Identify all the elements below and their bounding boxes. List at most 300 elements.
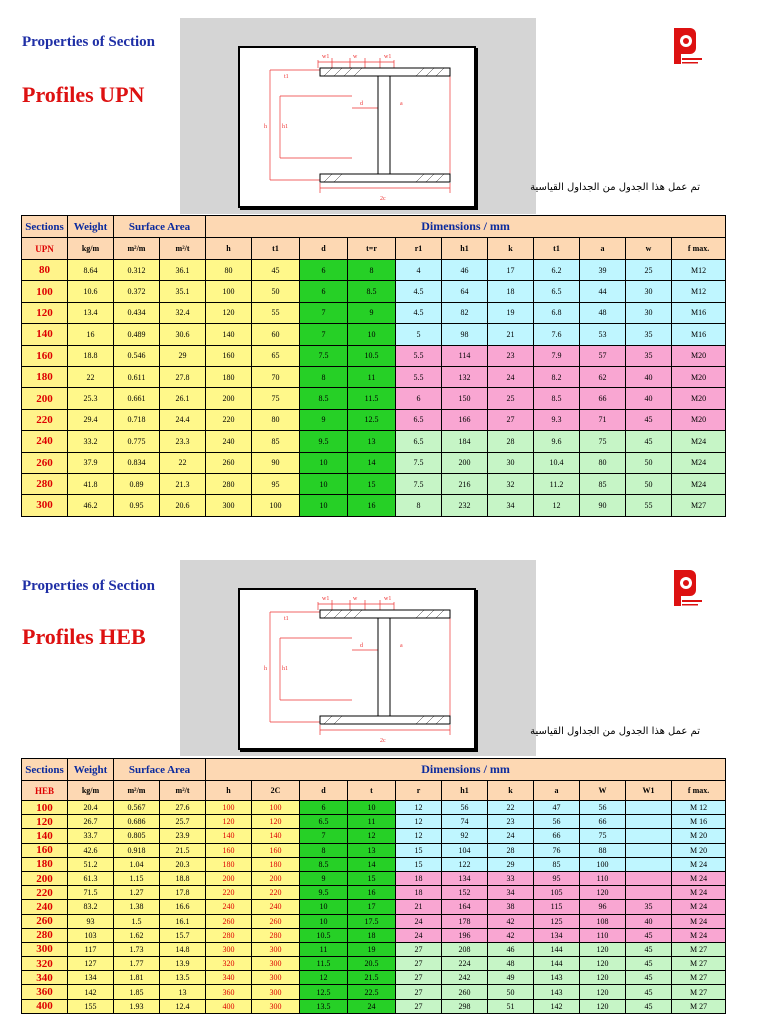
- upn-diagram-panel: [180, 18, 536, 214]
- table-cell: 18: [348, 928, 396, 942]
- table-cell: 0.567: [114, 801, 160, 815]
- table-cell: 45: [626, 942, 672, 956]
- table-cell: 45: [626, 999, 672, 1013]
- table-cell: 10.5: [348, 345, 396, 366]
- table-cell: 44: [580, 281, 626, 302]
- table-cell: 8.64: [68, 260, 114, 281]
- table-cell: 11.2: [534, 473, 580, 494]
- table-row: [22, 957, 726, 971]
- table-cell: 224: [442, 957, 488, 971]
- subheader-cell: w: [626, 238, 672, 260]
- table-cell: 6: [300, 281, 348, 302]
- table-cell: 13.9: [160, 957, 206, 971]
- table-cell: 45: [626, 409, 672, 430]
- table-cell: 7: [300, 829, 348, 843]
- table-cell: 45: [626, 985, 672, 999]
- table-cell: 134: [68, 971, 114, 985]
- table-cell: 15: [348, 871, 396, 885]
- table-cell: [626, 843, 672, 857]
- upn-properties-table: [21, 215, 726, 517]
- table-row: [22, 942, 726, 956]
- subheader-cell: h: [206, 781, 252, 801]
- section-size-cell: 200: [22, 388, 68, 409]
- table-cell: 142: [68, 985, 114, 999]
- table-cell: 20.5: [348, 957, 396, 971]
- table-cell: 160: [206, 843, 252, 857]
- table-cell: 22: [488, 801, 534, 815]
- table-cell: 17: [348, 900, 396, 914]
- diagram-label-h1: h1: [282, 666, 288, 672]
- table-row: [22, 345, 726, 366]
- table-cell: 300: [252, 957, 300, 971]
- company-logo: [670, 26, 704, 74]
- section-size-cell: 260: [22, 452, 68, 473]
- section-size-cell: 100: [22, 801, 68, 815]
- table-cell: 5.5: [396, 345, 442, 366]
- table-row: [22, 843, 726, 857]
- table-cell: 35: [626, 900, 672, 914]
- table-cell: 8.5: [348, 281, 396, 302]
- heb-diagram-panel: [180, 560, 536, 756]
- table-cell: 120: [580, 942, 626, 956]
- table-cell: 93: [68, 914, 114, 928]
- table-cell: 160: [206, 345, 252, 366]
- table-cell: 45: [626, 431, 672, 452]
- table-cell: 75: [252, 388, 300, 409]
- table-cell: [626, 857, 672, 871]
- table-cell: 12.5: [348, 409, 396, 430]
- table-cell: 56: [442, 801, 488, 815]
- section-size-cell: 160: [22, 843, 68, 857]
- table-cell: 80: [580, 452, 626, 473]
- section-size-cell: 220: [22, 409, 68, 430]
- section-size-cell: 300: [22, 942, 68, 956]
- table-cell: 40: [626, 388, 672, 409]
- table-cell: 178: [442, 914, 488, 928]
- table-cell: [626, 815, 672, 829]
- table-cell: 100: [206, 801, 252, 815]
- table-cell: 20.4: [68, 801, 114, 815]
- table-cell: 32: [488, 473, 534, 494]
- table-cell: 18.8: [68, 345, 114, 366]
- table-cell: [626, 829, 672, 843]
- subheader-cell: m²/t: [160, 781, 206, 801]
- table-cell: 8: [348, 260, 396, 281]
- table-cell: 10: [348, 801, 396, 815]
- table-cell: 150: [442, 388, 488, 409]
- table-cell: 260: [206, 914, 252, 928]
- table-cell: 76: [534, 843, 580, 857]
- table-cell: 340: [206, 971, 252, 985]
- table-cell: 12: [396, 815, 442, 829]
- table-cell: 120: [580, 999, 626, 1013]
- diagram-label-2c: 2c: [380, 738, 386, 744]
- table-cell: 0.546: [114, 345, 160, 366]
- table-cell: 9: [300, 871, 348, 885]
- table-cell: 12: [300, 971, 348, 985]
- table-cell: 300: [252, 985, 300, 999]
- table-cell: 30: [626, 281, 672, 302]
- section-size-cell: 220: [22, 886, 68, 900]
- table-cell: 39: [580, 260, 626, 281]
- table-cell: 12: [396, 829, 442, 843]
- table-cell: 25: [626, 260, 672, 281]
- table-cell: M 16: [672, 815, 726, 829]
- table-cell: 120: [580, 985, 626, 999]
- table-cell: 55: [626, 495, 672, 516]
- table-cell: 21.5: [160, 843, 206, 857]
- subheader-cell: 2C: [252, 781, 300, 801]
- section-size-cell: 140: [22, 829, 68, 843]
- heb-header-title: Properties of Section: [22, 578, 156, 594]
- table-cell: 21: [396, 900, 442, 914]
- table-cell: 27: [396, 942, 442, 956]
- table-cell: 360: [206, 985, 252, 999]
- table-row: [22, 815, 726, 829]
- table-cell: 22.5: [348, 985, 396, 999]
- table-cell: M 27: [672, 985, 726, 999]
- table-cell: 0.489: [114, 324, 160, 345]
- table-cell: 51.2: [68, 857, 114, 871]
- table-cell: 95: [534, 871, 580, 885]
- table-cell: 108: [580, 914, 626, 928]
- table-cell: 8: [300, 366, 348, 387]
- table-cell: 8.5: [300, 388, 348, 409]
- section-size-cell: 120: [22, 302, 68, 323]
- table-cell: 34: [488, 495, 534, 516]
- table-cell: 33.7: [68, 829, 114, 843]
- table-cell: 0.611: [114, 366, 160, 387]
- table-cell: 1.15: [114, 871, 160, 885]
- table-cell: 4: [396, 260, 442, 281]
- diagram-label-w: w: [353, 54, 358, 60]
- table-cell: 13.5: [160, 971, 206, 985]
- table-cell: 5.5: [396, 366, 442, 387]
- table-cell: 88: [580, 843, 626, 857]
- table-cell: 180: [206, 857, 252, 871]
- table-cell: 120: [252, 815, 300, 829]
- table-row: [22, 409, 726, 430]
- table-cell: 143: [534, 971, 580, 985]
- table-cell: 117: [68, 942, 114, 956]
- table-cell: 9.5: [300, 431, 348, 452]
- table-cell: 280: [252, 928, 300, 942]
- table-cell: 28: [488, 843, 534, 857]
- table-cell: 42: [488, 914, 534, 928]
- table-cell: 24: [396, 928, 442, 942]
- table-cell: 180: [206, 366, 252, 387]
- table-cell: 6: [300, 801, 348, 815]
- subheader-cell: h1: [442, 238, 488, 260]
- subheader-cell: r: [396, 781, 442, 801]
- table-cell: 0.372: [114, 281, 160, 302]
- table-cell: 50: [626, 452, 672, 473]
- table-cell: M 20: [672, 843, 726, 857]
- table-cell: 50: [626, 473, 672, 494]
- table-cell: 82: [442, 302, 488, 323]
- table-row: [22, 260, 726, 281]
- table-cell: 1.04: [114, 857, 160, 871]
- table-cell: 27: [488, 409, 534, 430]
- table-cell: 166: [442, 409, 488, 430]
- table-row: [22, 324, 726, 345]
- header-weight: Weight: [68, 216, 114, 238]
- table-cell: 49: [488, 971, 534, 985]
- table-cell: M 27: [672, 957, 726, 971]
- table-cell: 13: [348, 843, 396, 857]
- table-cell: 142: [534, 999, 580, 1013]
- table-cell: 16: [348, 495, 396, 516]
- table-cell: 4.5: [396, 302, 442, 323]
- table-cell: M24: [672, 431, 726, 452]
- table-cell: 45: [626, 971, 672, 985]
- table-cell: 9: [300, 409, 348, 430]
- table-cell: 300: [206, 495, 252, 516]
- table-cell: 7: [300, 324, 348, 345]
- table-cell: 7.6: [534, 324, 580, 345]
- table-cell: 18: [396, 886, 442, 900]
- table-cell: 164: [442, 900, 488, 914]
- table-cell: 1.38: [114, 900, 160, 914]
- table-cell: 320: [206, 957, 252, 971]
- table-cell: 27: [396, 957, 442, 971]
- table-cell: 61.3: [68, 871, 114, 885]
- table-cell: M16: [672, 324, 726, 345]
- subheader-cell: f max.: [672, 238, 726, 260]
- table-cell: 65: [252, 345, 300, 366]
- table-row: [22, 473, 726, 494]
- table-cell: 71: [580, 409, 626, 430]
- table-cell: 50: [252, 281, 300, 302]
- table-cell: 21: [488, 324, 534, 345]
- upn-header-title: Properties of Section: [22, 34, 156, 50]
- table-cell: 152: [442, 886, 488, 900]
- table-row: [22, 999, 726, 1013]
- table-cell: 25.7: [160, 815, 206, 829]
- heb-properties-table: [21, 758, 726, 1014]
- table-cell: 105: [534, 886, 580, 900]
- table-cell: 6: [300, 260, 348, 281]
- table-cell: 10.6: [68, 281, 114, 302]
- table-cell: 12: [534, 495, 580, 516]
- table-cell: 20.6: [160, 495, 206, 516]
- subheader-cell: f max.: [672, 781, 726, 801]
- table-cell: 122: [442, 857, 488, 871]
- section-size-cell: 120: [22, 815, 68, 829]
- subheader-cell: m²/t: [160, 238, 206, 260]
- table-cell: M16: [672, 302, 726, 323]
- section-size-cell: 100: [22, 281, 68, 302]
- table-cell: 216: [442, 473, 488, 494]
- table-cell: 23: [488, 345, 534, 366]
- table-cell: 41.8: [68, 473, 114, 494]
- table-cell: 85: [580, 473, 626, 494]
- section-size-cell: 200: [22, 871, 68, 885]
- table-cell: 62: [580, 366, 626, 387]
- table-cell: 10: [348, 324, 396, 345]
- table-cell: 7.5: [396, 452, 442, 473]
- table-row: [22, 366, 726, 387]
- section-size-cell: 180: [22, 366, 68, 387]
- section-size-cell: 280: [22, 473, 68, 494]
- table-cell: M 24: [672, 886, 726, 900]
- table-cell: 35.1: [160, 281, 206, 302]
- table-cell: M 24: [672, 914, 726, 928]
- section-size-cell: 360: [22, 985, 68, 999]
- table-row: [22, 431, 726, 452]
- table-cell: 27.8: [160, 366, 206, 387]
- table-cell: 64: [442, 281, 488, 302]
- table-cell: 260: [442, 985, 488, 999]
- table-cell: 300: [252, 999, 300, 1013]
- table-cell: 57: [580, 345, 626, 366]
- table-cell: 53: [580, 324, 626, 345]
- table-cell: 12: [396, 801, 442, 815]
- table-cell: 300: [206, 942, 252, 956]
- table-cell: 10: [300, 452, 348, 473]
- table-cell: 11: [348, 815, 396, 829]
- subheader-cell: UPN: [22, 238, 68, 260]
- diagram-label-h1: h1: [282, 124, 288, 130]
- table-row: [22, 857, 726, 871]
- subheader-cell: m²/m: [114, 781, 160, 801]
- table-cell: 0.434: [114, 302, 160, 323]
- table-cell: M20: [672, 409, 726, 430]
- table-cell: 46.2: [68, 495, 114, 516]
- table-cell: 8: [300, 843, 348, 857]
- heb-arabic-note: تم عمل هذا الجدول من الجداول القياسية: [530, 726, 700, 737]
- table-cell: 38: [488, 900, 534, 914]
- subheader-cell: m²/m: [114, 238, 160, 260]
- table-cell: 22: [68, 366, 114, 387]
- table-cell: 155: [68, 999, 114, 1013]
- table-cell: 23.9: [160, 829, 206, 843]
- section-size-cell: 240: [22, 900, 68, 914]
- section-size-cell: 260: [22, 914, 68, 928]
- header-dimensions: Dimensions / mm: [206, 216, 726, 238]
- diagram-label-w1-left: w1: [322, 596, 330, 602]
- table-cell: 114: [442, 345, 488, 366]
- table-cell: 6.8: [534, 302, 580, 323]
- table-cell: 80: [206, 260, 252, 281]
- table-cell: 56: [534, 815, 580, 829]
- table-cell: 144: [534, 942, 580, 956]
- table-cell: 46: [488, 942, 534, 956]
- table-cell: 18: [488, 281, 534, 302]
- table-cell: M24: [672, 452, 726, 473]
- table-cell: 42: [488, 928, 534, 942]
- table-cell: M 27: [672, 999, 726, 1013]
- table-cell: 40: [626, 914, 672, 928]
- table-cell: 48: [580, 302, 626, 323]
- subheader-cell: d: [300, 238, 348, 260]
- subheader-cell: h1: [442, 781, 488, 801]
- table-cell: 55: [252, 302, 300, 323]
- table-cell: 18.8: [160, 871, 206, 885]
- table-cell: 10.4: [534, 452, 580, 473]
- table-cell: 17: [488, 260, 534, 281]
- table-cell: 96: [580, 900, 626, 914]
- subheader-cell: a: [580, 238, 626, 260]
- table-row: [22, 928, 726, 942]
- i-beam-section-diagram: [238, 46, 476, 208]
- table-cell: M20: [672, 345, 726, 366]
- table-cell: 10: [300, 473, 348, 494]
- table-cell: 13.4: [68, 302, 114, 323]
- table-cell: 29: [488, 857, 534, 871]
- table-cell: 83.2: [68, 900, 114, 914]
- table-cell: 9: [348, 302, 396, 323]
- table-cell: 30: [488, 452, 534, 473]
- table-cell: 42.6: [68, 843, 114, 857]
- table-cell: 100: [580, 857, 626, 871]
- table-cell: 11.5: [300, 957, 348, 971]
- table-cell: 95: [252, 473, 300, 494]
- table-cell: 16: [68, 324, 114, 345]
- table-cell: 12.5: [300, 985, 348, 999]
- table-cell: M 27: [672, 971, 726, 985]
- table-cell: 8: [396, 495, 442, 516]
- table-cell: 24: [488, 366, 534, 387]
- table-cell: 36.1: [160, 260, 206, 281]
- diagram-label-a: a: [400, 101, 403, 107]
- table-cell: 196: [442, 928, 488, 942]
- subheader-cell: t1: [252, 238, 300, 260]
- table-cell: 0.312: [114, 260, 160, 281]
- table-cell: 47: [534, 801, 580, 815]
- table-cell: 16.1: [160, 914, 206, 928]
- table-cell: 0.95: [114, 495, 160, 516]
- section-size-cell: 180: [22, 857, 68, 871]
- table-cell: 45: [626, 957, 672, 971]
- table-cell: 66: [580, 815, 626, 829]
- table-cell: 120: [580, 886, 626, 900]
- table-cell: 0.918: [114, 843, 160, 857]
- table-cell: 120: [206, 815, 252, 829]
- table-cell: 15.7: [160, 928, 206, 942]
- table-cell: M12: [672, 281, 726, 302]
- diagram-label-2c: 2c: [380, 196, 386, 202]
- subheader-cell: W: [580, 781, 626, 801]
- subheader-cell: a: [534, 781, 580, 801]
- table-cell: M20: [672, 366, 726, 387]
- table-cell: 11: [300, 942, 348, 956]
- table-cell: 260: [252, 914, 300, 928]
- table-cell: 98: [442, 324, 488, 345]
- table-cell: 13: [160, 985, 206, 999]
- table-cell: 240: [252, 900, 300, 914]
- table-cell: M 24: [672, 871, 726, 885]
- table-cell: M24: [672, 473, 726, 494]
- header-dimensions: Dimensions / mm: [206, 759, 726, 781]
- table-cell: 132: [442, 366, 488, 387]
- table-cell: [626, 801, 672, 815]
- header-sections: Sections: [22, 216, 68, 238]
- table-cell: 8.2: [534, 366, 580, 387]
- table-cell: 100: [252, 495, 300, 516]
- table-cell: 7.5: [300, 345, 348, 366]
- header-sections: Sections: [22, 759, 68, 781]
- diagram-label-t1: t1: [284, 74, 289, 80]
- table-cell: 0.834: [114, 452, 160, 473]
- table-cell: 120: [206, 302, 252, 323]
- table-cell: 1.27: [114, 886, 160, 900]
- table-cell: 45: [252, 260, 300, 281]
- table-cell: [626, 871, 672, 885]
- section-size-cell: 400: [22, 999, 68, 1013]
- table-cell: 70: [252, 366, 300, 387]
- table-cell: 240: [206, 431, 252, 452]
